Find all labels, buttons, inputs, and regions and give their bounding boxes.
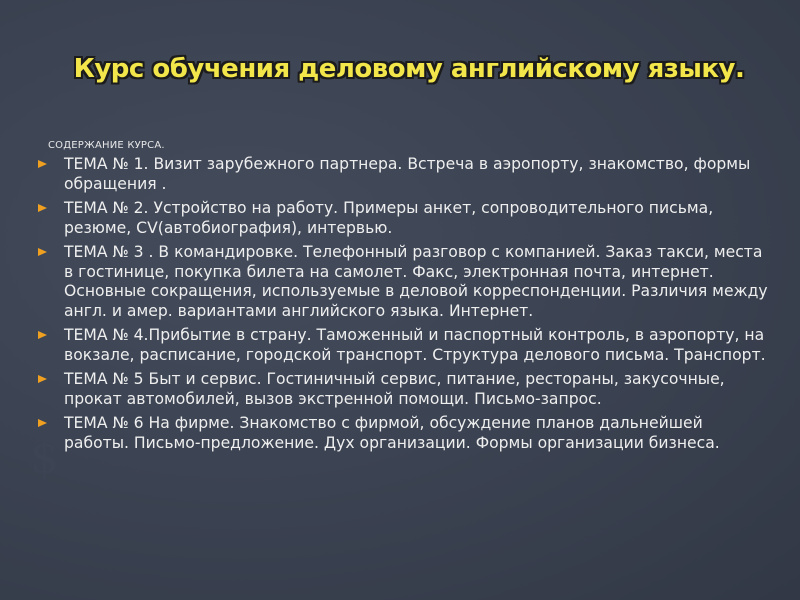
triangle-bullet-icon: [38, 160, 47, 168]
slide-title: Курс обучения деловому английскому языку.: [73, 54, 745, 84]
topic-list: [38, 155, 768, 458]
topic-text: ТЕМА № 6 На фирме. Знакомство с фирмой, обсуждение планов дальнейшей работы. Письмо-предложение. Дух организации. Формы организации бизнеса.: [64, 414, 720, 452]
topic-text: ТЕМА № 3 . В командировке. Телефонный разговор с компанией. Заказ такси, места в гостинице, покупка билета на самолет. Факс, электронная почта, интернет. Основные сокращения, используемые в деловой корреспонденции. Различия между англ. и амер. вариантами английского языка. Интернет.: [64, 243, 768, 320]
section-heading: СОДЕРЖАНИЕ КУРСА.: [48, 140, 165, 151]
triangle-bullet-icon: [38, 248, 47, 256]
background-dollar-watermark: $: [30, 430, 60, 484]
triangle-bullet-icon: [38, 375, 47, 383]
triangle-bullet-icon: [38, 331, 47, 339]
topic-item-2: [38, 199, 768, 238]
topic-item-5: [38, 370, 768, 409]
topic-item-6: [38, 414, 768, 453]
topic-text: ТЕМА № 5 Быт и сервис. Гостиничный сервис, питание, рестораны, закусочные, прокат автомобилей, вызов экстренной помощи. Письмо-запрос.: [64, 370, 725, 408]
triangle-bullet-icon: [38, 204, 47, 212]
topic-text: ТЕМА № 2. Устройство на работу. Примеры анкет, сопроводительного письма, резюме, CV(автобиография), интервью.: [64, 199, 714, 237]
topic-text: ТЕМА № 1. Визит зарубежного партнера. Встреча в аэропорту, знакомство, формы обращения .: [64, 155, 751, 193]
triangle-bullet-icon: [38, 419, 47, 427]
topic-item-1: [38, 155, 768, 194]
topic-item-3: [38, 243, 768, 321]
topic-item-4: [38, 326, 768, 365]
topic-text: ТЕМА № 4.Прибытие в страну. Таможенный и паспортный контроль, в аэропорту, на вокзале, расписание, городской транспорт. Структура делового письма. Транспорт.: [64, 326, 766, 364]
